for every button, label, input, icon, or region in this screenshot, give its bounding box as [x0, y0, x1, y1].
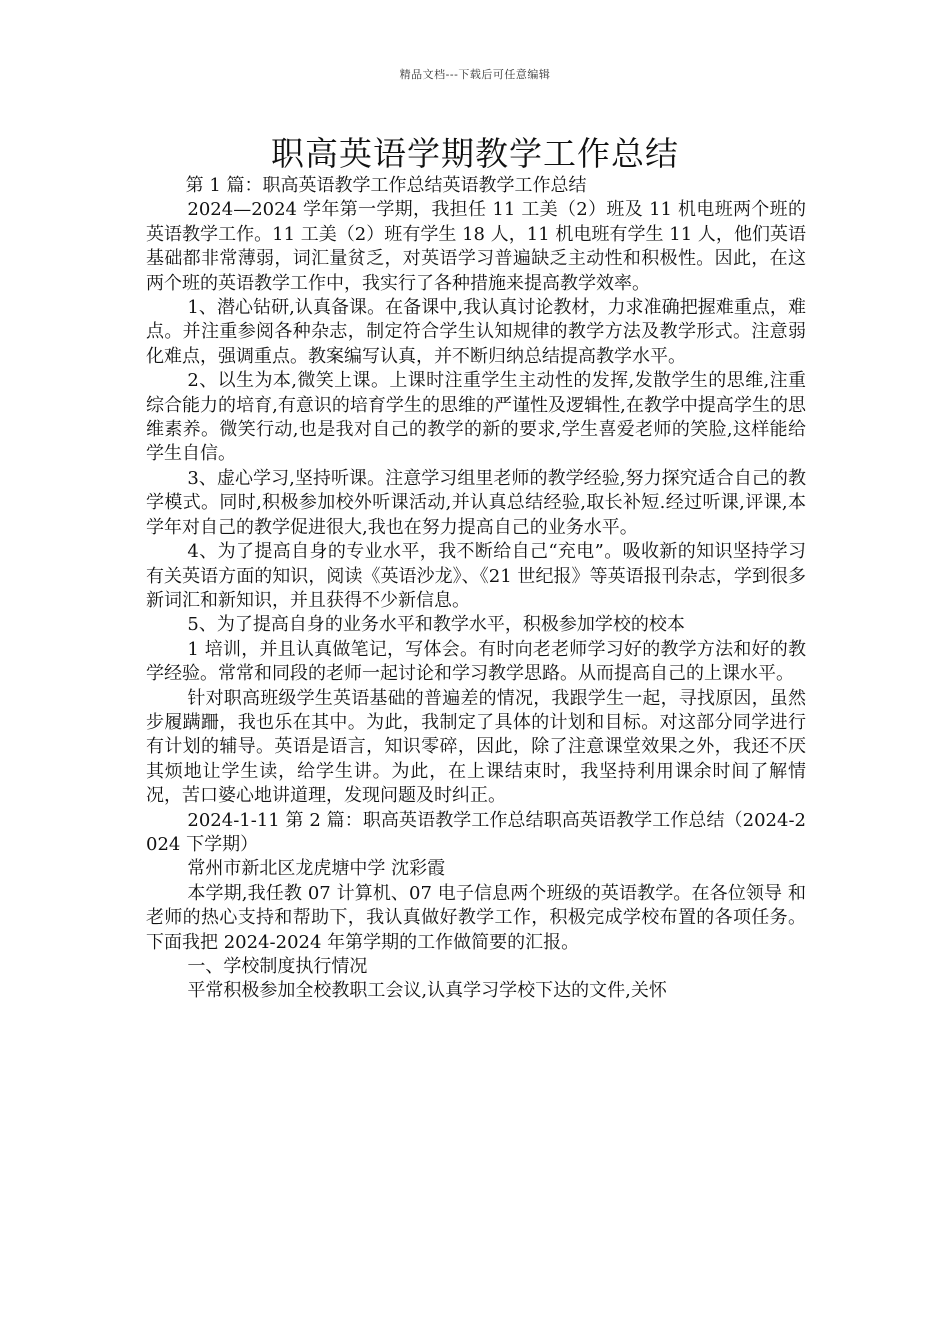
paragraph: 2024—2024 学年第一学期，我担任 11 工美（2）班及 11 机电班两个班的英语教学工作。11 工美（2）班有学生 18 人，11 机电班有学生 11 人，他们英语基础都非常薄弱，词汇量贫乏，对英语学习普遍缺乏主动性和积极性。因此，在这两个班的英语教学工作中，我实行了各种措施来提高教学效率。 — [146, 199, 806, 294]
paragraph: 针对职高班级学生英语基础的普遍差的情况，我跟学生一起，寻找原因，虽然步履蹒跚，我也乐在其中。为此，我制定了具体的计划和目标。对这部分同学进行有计划的辅导。英语是语言，知识零碎，因此，除了注意课堂效果之外，我还不厌其烦地让学生读，给学生讲。为此，在上课结束时，我坚持利用课余时间了解情况，苦口婆心地讲道理，发现问题及时纠正。 — [146, 687, 806, 807]
paragraph: 本学期,我任教 07 计算机、07 电子信息两个班级的英语教学。在各位领导 和 老师的热心支持和帮助下，我认真做好教学工作，积极完成学校布置的各项任务。下面我把 2024-2024 年第学期的工作做简要的汇报。 — [146, 882, 806, 953]
paragraph: 4、为了提高自身的专业水平，我不断给自己“充电”。吸收新的知识坚持学习有关英语方面的知识，阅读《英语沙龙》、《21 世纪报》等英语报刊杂志，学到很多新词汇和新知识，并且获得不少新信息。 — [146, 541, 806, 611]
header-note: 精品文档---下载后可任意编辑 — [399, 68, 551, 81]
subheading: 一、学校制度执行情况 — [187, 956, 368, 977]
author-line: 常州市新北区龙虎塘中学 沈彩霞 — [187, 858, 446, 880]
document-body — [146, 174, 806, 1004]
document-title: 职高英语学期教学工作总结 — [271, 134, 679, 173]
paragraph-section-1-heading: 第 1 篇：职高英语教学工作总结英语教学工作总结 — [185, 175, 587, 196]
paragraph: 5、为了提高自身的业务水平和教学水平，积极参加学校的校本 — [187, 614, 685, 636]
paragraph-section-2-heading: 2024-1-11 第 2 篇：职高英语教学工作总结职高英语教学工作总结（2024-2024 下学期） — [146, 809, 806, 855]
paragraph: 2、以生为本,微笑上课。上课时注重学生主动性的发挥,发散学生的思维,注重综合能力的培育,有意识的培育学生的思维的严谨性及逻辑性,在教学中提高学生的思维素养。微笑行动,也是我对自己的教学的新的要求,学生喜爱老师的笑脸,这样能给学生自信。 — [146, 370, 806, 465]
paragraph: 平常积极参加全校教职工会议,认真学习学校下达的文件,关怀 — [187, 980, 667, 1002]
paragraph: 1、潜心钻研,认真备课。在备课中,我认真讨论教材，力求准确把握难重点，难点。并注重参阅各种杂志，制定符合学生认知规律的教学方法及教学形式。注意弱化难点，强调重点。教案编写认真，并不断归纳总结提高教学水平。 — [146, 297, 806, 367]
paragraph: 1 培训，并且认真做笔记，写体会。有时向老老师学习好的教学方法和好的教学经验。常常和同段的老师一起讨论和学习教学思路。从而提高自己的上课水平。 — [146, 638, 806, 685]
paragraph: 3、虚心学习,坚持听课。注意学习组里老师的教学经验,努力探究适合自己的教学模式。同时,积极参加校外听课活动,并认真总结经验,取长补短.经过听课,评课,本学年对自己的教学促进很大,我也在努力提高自己的业务水平。 — [146, 467, 806, 538]
